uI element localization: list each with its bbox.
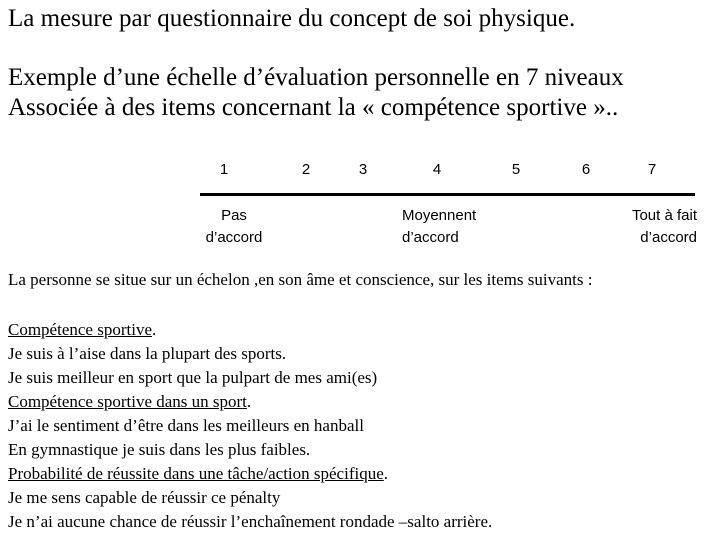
list-item: En gymnastique je suis dans les plus faibles. bbox=[8, 440, 311, 459]
scale-number-2: 2 bbox=[301, 161, 311, 178]
scale-anchor-right-line-2: d’accord bbox=[640, 229, 697, 246]
scale-number-3: 3 bbox=[358, 161, 368, 178]
scale-anchor-right-line-1: Tout à fait bbox=[631, 207, 697, 224]
section-heading-single-sport bbox=[8, 390, 492, 414]
scale-line bbox=[200, 193, 695, 196]
intro-text bbox=[8, 63, 624, 123]
list-item: Je me sens capable de réussir ce pénalty bbox=[8, 488, 281, 507]
section-heading-punctuation: . bbox=[246, 392, 252, 411]
intro-line-2: Associée à des items concernant la « compétence sportive ».. bbox=[8, 94, 619, 121]
section-heading-sport-competence bbox=[8, 318, 492, 342]
section-heading-punctuation: . bbox=[383, 464, 389, 483]
scale-anchor-middle bbox=[402, 205, 476, 249]
scale-anchor-left-line-2: d’accord bbox=[205, 229, 263, 246]
section-heading-success-probability bbox=[8, 462, 492, 486]
page-title: La mesure par questionnaire du concept de soi physique. bbox=[8, 5, 576, 32]
scale-anchor-left bbox=[202, 205, 266, 249]
section-heading-text: Compétence sportive bbox=[8, 320, 152, 339]
item-list bbox=[8, 318, 492, 534]
scale-number-7: 7 bbox=[647, 161, 657, 178]
scale-anchor-right bbox=[597, 205, 697, 249]
scale-anchor-middle-line-2: d’accord bbox=[402, 229, 459, 246]
scale-number-4: 4 bbox=[432, 161, 442, 178]
scale-number-1: 1 bbox=[219, 161, 229, 178]
list-item: J’ai le sentiment d’être dans les meilleurs en hanball bbox=[8, 416, 364, 435]
list-item: Je suis à l’aise dans la plupart des sports. bbox=[8, 344, 287, 363]
instruction-text: La personne se situe sur un échelon ,en son âme et conscience, sur les items suivants : bbox=[8, 270, 593, 289]
scale-anchor-left-line-1: Pas bbox=[221, 207, 247, 224]
scale-number-5: 5 bbox=[511, 161, 521, 178]
list-item: Je suis meilleur en sport que la pulpart de mes ami(es) bbox=[8, 368, 378, 387]
list-item: Je n’ai aucune chance de réussir l’enchaînement rondade –salto arrière. bbox=[8, 512, 493, 531]
section-heading-text: Probabilité de réussite dans une tâche/action spécifique bbox=[8, 464, 384, 483]
scale-number-6: 6 bbox=[581, 161, 591, 178]
intro-line-1: Exemple d’une échelle d’évaluation personnelle en 7 niveaux bbox=[8, 64, 624, 91]
scale-anchor-middle-line-1: Moyennent bbox=[402, 207, 477, 224]
section-heading-punctuation: . bbox=[152, 320, 157, 339]
section-heading-text: Compétence sportive dans un sport bbox=[8, 392, 247, 411]
